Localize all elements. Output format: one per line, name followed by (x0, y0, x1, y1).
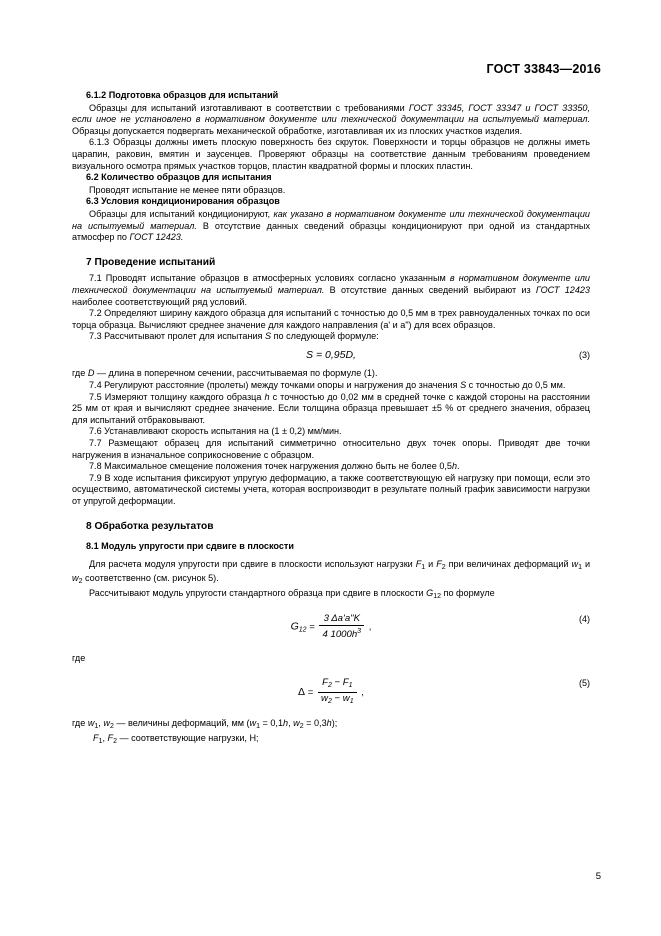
clause-6-3-heading: 6.3 Условия кондиционирования образцов (86, 196, 280, 207)
clause-7-4-paragraph (72, 380, 590, 392)
clause-7-2-paragraph: 7.2 Определяют ширину каждого образца для испытаний с точностью до 0,5 мм в трех равноудаленных точках по оси торца образца. Вычисляют среднее значение для каждого направления (a' и a") для всех образцов. (72, 308, 590, 330)
page-header: ГОСТ 33843—2016 (486, 62, 601, 76)
clause-6-1-2-paragraph (72, 103, 590, 138)
clause-7-8-paragraph (72, 461, 590, 473)
text-run: по следующей формуле: (271, 331, 379, 342)
text-run: 7.1 Проводят испытание образцов в атмосферных условиях согласно указанным (89, 273, 450, 284)
clause-6-2-paragraph: Проводят испытание не менее пяти образцов. (89, 184, 286, 195)
page-number: 5 (595, 871, 601, 882)
symbol-w1: w (87, 718, 95, 729)
clause-8-1-paragraph-2 (72, 588, 590, 603)
formula-4-numerator: 3 Δa'a"K (319, 614, 364, 626)
text-run-italic: ГОСТ 33345, ГОСТ 33347 и ГОСТ 33350, если иное не установлено в нормативном документе или технической документации на испытуемый материал. (72, 102, 590, 125)
clause-7-3-paragraph (72, 331, 590, 343)
symbol-w1-sub: 1 (94, 723, 99, 731)
text-run: где (72, 718, 88, 729)
text-run: В отсутствие данных сведений выбирают из (324, 284, 536, 295)
clause-7-9-paragraph: 7.9 В ходе испытания фиксируют упругую деформацию, а также соответствующую ей нагрузку при помощи, если это осуществимо, автоматической системы учета, которая воспроизводит в результате полный график зависимости нагрузки от упругой деформации. (72, 472, 590, 506)
symbol-F1-sub: 1 (98, 737, 103, 745)
text-run: ); (331, 718, 338, 729)
formula-5-den-w1-sub: 1 (349, 698, 354, 706)
text-run-italic: D (87, 368, 95, 379)
symbol-h: h (326, 718, 332, 729)
symbol-F2-sub: 2 (441, 563, 446, 571)
formula-5-comma: , (361, 687, 364, 699)
formula-5-equals: = (307, 687, 314, 699)
formula-5-den-minus: − (331, 693, 343, 705)
symbol-w2: w (72, 573, 79, 584)
formula-5-numerator (318, 678, 357, 693)
text-run-italic: S (460, 380, 467, 391)
text-run: 7.3 Рассчитывают пролет для испытания (89, 331, 266, 342)
symbol-G12-sub: 12 (433, 592, 442, 600)
text-run: Для расчета модуля упругости при сдвиге в плоскости используют нагрузки (89, 558, 416, 569)
text-run: Рассчитывают модуль упругости стандартного образца при сдвиге в плоскости (89, 587, 427, 598)
symbol-F1: F (93, 732, 99, 743)
text-run: Образцы допускается подвергать механической обработке, изготавливая их из плоских участков изделия. (72, 125, 523, 136)
symbol-F2: F (107, 732, 114, 743)
formula-5-num-F1-sub: 1 (348, 682, 353, 690)
clause-7-6-paragraph: 7.6 Устанавливают скорость испытания на (1 ± 0,2) мм/мин. (89, 426, 342, 437)
formula-5-den-w2-sub: 2 (327, 698, 332, 706)
page-content (72, 90, 590, 747)
text-run: = 0,1 (260, 718, 284, 729)
clause-8-1-heading: 8.1 Модуль упругости при сдвиге в плоскости (86, 541, 294, 552)
text-run: с точностью до 0,02 мм в средней точке с каждой стороны на расстоянии 25 мм от края и вычисляют среднее значение. Если толщина образца превышает ±5 % от среднего значения, образец для испытаний отбраковывают. (72, 391, 590, 425)
formula-5-num-F1: F (342, 677, 349, 689)
formula-3 (72, 350, 590, 362)
symbol-w1: w (571, 558, 579, 569)
section-7-heading: 7 Проведение испытаний (86, 256, 216, 268)
formula-5-fraction (318, 678, 357, 707)
symbol-F2-sub: 2 (113, 737, 117, 745)
text-run-italic: S (265, 331, 272, 342)
where-label: где (72, 652, 86, 663)
text-run-italic: в нормативном документе или технической документации на испытуемый материал. (72, 273, 590, 295)
clause-7-5-paragraph (72, 392, 590, 427)
text-run: 7.5 Измеряют толщину каждого образца (89, 391, 265, 402)
text-run: с точностью до 0,5 мм. (466, 380, 566, 391)
text-run-italic: h (451, 461, 458, 472)
symbol-F2: F (436, 558, 442, 569)
formula-5-note-w (72, 718, 590, 733)
text-run: , (288, 718, 294, 729)
formula-5-num-minus: − (331, 677, 343, 689)
text-run: Образцы для испытаний кондиционируют, (89, 208, 274, 219)
text-run: 7.4 Регулируют расстояние (пролеты) между точками опоры и нагружения до значения (89, 380, 461, 391)
text-run: при величинах деформаций (445, 558, 572, 569)
clause-7-7-paragraph: 7.7 Размещают образец для испытаний симметрично относительно двух точек опоры. Приводят две точки нагружения в изначальное соприкосновение с образцом. (72, 438, 590, 460)
clause-7-1-paragraph (72, 273, 590, 308)
formula-4-denominator-exp: 3 (357, 627, 362, 635)
text-run: где (72, 368, 88, 379)
formula-4-comma: , (368, 621, 372, 633)
formula-5-number: (5) (579, 678, 590, 689)
formula-4 (72, 614, 590, 640)
text-run: В отсутствие данных сведений образцы кондиционируют при одной из стандартных атмосфер по (72, 220, 591, 243)
formula-4-fraction (319, 614, 364, 640)
formula-5-num-F2: F (322, 677, 328, 689)
text-run-italic: как указано в нормативном документе или технической документации на испытуемый материал. (72, 208, 590, 231)
text-run: — длина в поперечном сечении, рассчитываемая по формуле (1). (94, 368, 378, 379)
text-run: соответственно (см. рисунок 5). (82, 573, 219, 584)
formula-5-note-F (72, 733, 590, 748)
formula-5-den-w1: w (342, 693, 350, 705)
symbol-F1-sub: 1 (421, 563, 426, 571)
text-run: — величины деформаций, мм ( (113, 718, 250, 729)
clause-6-1-3-paragraph: 6.1.3 Образцы должны иметь плоскую поверхность без скруток. Поверхности и торцы образцов не должны иметь царапин, раковин, вмятин и заусенцев. Проверяют образцы на соответствие данным требованиям проведением визуального осмотра прямых участков торцов, пластин квадратной формы и плоских пластин. (72, 137, 590, 171)
formula-4-denominator (319, 626, 364, 640)
symbol-F1: F (415, 558, 422, 569)
section-8-heading: 8 Обработка результатов (86, 520, 214, 532)
text-run: Образцы для испытаний изготавливают в соответствии с требованиями (89, 102, 409, 113)
symbol-w2: w (103, 718, 110, 729)
text-run: и (581, 558, 591, 569)
symbol-w2b: w (293, 718, 300, 729)
text-run: = 0,3 (303, 718, 327, 729)
clause-8-1-paragraph-1 (72, 559, 590, 588)
formula-4-lhs-sub: 12 (298, 626, 307, 634)
text-run: по формуле (441, 587, 495, 598)
text-run-italic: ГОСТ 12423. (129, 232, 184, 243)
formula-3-expression: S = 0,95D, (306, 348, 356, 361)
text-run-italic: ГОСТ 12423 (535, 284, 590, 295)
text-run: — соответствующие нагрузки, Н; (117, 732, 259, 743)
formula-3-number: (3) (579, 349, 590, 360)
formula-4-denominator-text: 4 1000h (322, 628, 358, 640)
formula-5-den-w2: w (321, 693, 328, 705)
clause-6-2-heading: 6.2 Количество образцов для испытания (86, 172, 272, 183)
formula-4-lhs: G (290, 620, 299, 633)
symbol-G12: G (426, 587, 434, 598)
symbol-w1-sub: 1 (578, 563, 582, 571)
symbol-w2-sub: 2 (109, 723, 114, 731)
formula-4-equals: = (309, 621, 315, 633)
symbol-w2b-sub: 2 (299, 723, 304, 731)
text-run: . (457, 461, 460, 472)
text-run: 7.8 Максимальное смещение положения точек нагружения должно быть не более 0,5 (89, 461, 452, 472)
symbol-w1b: w (249, 718, 257, 729)
text-run: , (98, 718, 104, 729)
formula-5-num-F2-sub: 2 (327, 682, 332, 690)
formula-4-number: (4) (579, 613, 590, 624)
formula-3-note (72, 368, 590, 380)
text-run-italic: h (264, 391, 270, 402)
text-run: , (102, 732, 108, 743)
text-run: и (425, 558, 437, 569)
symbol-h: h (283, 718, 289, 729)
formula-5-denominator (318, 693, 357, 707)
symbol-w1b-sub: 1 (256, 723, 260, 731)
clause-6-1-2-heading: 6.1.2 Подготовка образцов для испытаний (86, 90, 279, 100)
formula-5 (72, 678, 590, 707)
clause-6-3-paragraph (72, 209, 590, 244)
symbol-w2-sub: 2 (78, 578, 83, 586)
text-run: наиболее соответствующий ряд условий. (72, 296, 248, 307)
formula-5-lhs: Δ (298, 686, 306, 699)
